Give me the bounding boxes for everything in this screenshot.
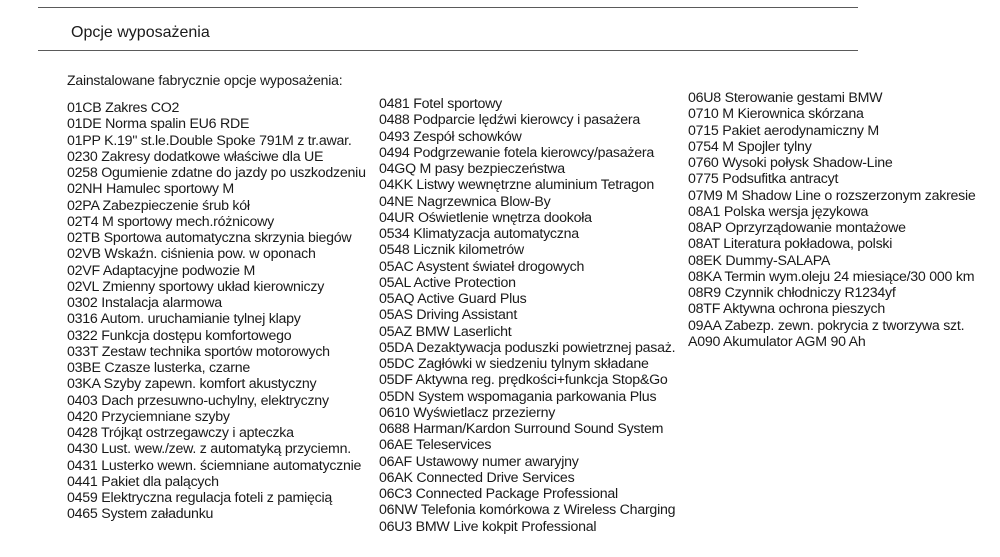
option-item: 0488 Podparcie lędźwi kierowcy i pasażera — [379, 112, 641, 129]
option-item: 08A1 Polska wersja językowa — [688, 203, 869, 220]
option-item: 08AT Literatura pokładowa, polski — [688, 236, 893, 253]
option-item: 08KA Termin wym.oleju 24 miesiące/30 000 km — [688, 268, 975, 285]
option-item: 0610 Wyświetlacz przezierny — [379, 404, 556, 421]
option-item: 02TB Sportowa automatyczna skrzynia biegów — [67, 230, 352, 246]
option-item: 0459 Elektryczna regulacja foteli z pamięcią — [67, 490, 333, 506]
option-item: 0230 Zakresy dodatkowe właściwe dla UE — [67, 148, 324, 165]
option-item: 08EK Dummy-SALAPA — [688, 252, 831, 269]
option-item: 0481 Fotel sportowy — [379, 96, 503, 112]
option-item: 02T4 M sportowy mech.różnicowy — [67, 213, 274, 230]
option-item: 0710 M Kierownica skórzana — [688, 106, 864, 123]
option-item: 06U8 Sterowanie gestami BMW — [688, 90, 883, 106]
option-item: 04KK Listwy wewnętrzne aluminium Tetragon — [379, 177, 654, 194]
option-item: A090 Akumulator AGM 90 Ah — [688, 333, 866, 350]
option-item: 0534 Klimatyzacja automatyczna — [379, 226, 579, 242]
top-divider — [38, 7, 858, 8]
option-item: 06AK Connected Drive Services — [379, 469, 575, 486]
option-item: 05DA Dezaktywacja poduszki powietrznej pasaż. — [379, 339, 676, 356]
option-item: 0754 M Spojler tylny — [688, 138, 812, 155]
section-subtitle: Zainstalowane fabrycznie opcje wyposażenia: — [67, 72, 343, 88]
option-item: 08TF Aktywna ochrona pieszych — [688, 301, 885, 318]
option-item: 05DC Zagłówki w siedzeniu tylnym składane — [379, 356, 649, 372]
option-item: 04UR Oświetlenie wnętrza dookoła — [379, 209, 592, 226]
option-item: 05AZ BMW Laserlicht — [379, 323, 512, 340]
option-item: 0493 Zespół schowków — [379, 128, 522, 145]
option-item: 06AE Teleservices — [379, 437, 492, 454]
option-item: 05DN System wspomagania parkowania Plus — [379, 388, 657, 405]
option-item: 03KA Szyby zapewn. komfort akustyczny — [67, 376, 317, 393]
option-item: 0494 Podgrzewanie fotela kierowcy/pasażera — [379, 144, 654, 161]
options-column-2 — [379, 96, 675, 535]
option-item: 01DE Norma spalin EU6 RDE — [67, 116, 250, 133]
option-item: 04NE Nagrzewnica Blow-By — [379, 193, 551, 210]
option-item: 0760 Wysoki połysk Shadow-Line — [688, 155, 893, 171]
option-item: 02VL Zmienny sportowy układ kierowniczy — [67, 278, 325, 295]
option-item: 0431 Lusterko wewn. ściemniane automatycznie — [67, 457, 362, 474]
option-item: 0322 Funkcja dostępu komfortowego — [67, 327, 292, 344]
option-item: 05AC Asystent świateł drogowych — [379, 258, 585, 275]
options-column-1 — [67, 100, 366, 523]
option-item: 0302 Instalacja alarmowa — [67, 295, 222, 311]
option-item: 0465 System załadunku — [67, 506, 214, 523]
options-column-3 — [688, 90, 976, 350]
option-item: 02NH Hamulec sportowy M — [67, 181, 234, 198]
option-item: 0441 Pakiet dla palących — [67, 473, 219, 490]
option-item: 05AS Driving Assistant — [379, 307, 518, 324]
option-item: 0316 Autom. uruchamianie tylnej klapy — [67, 311, 301, 328]
option-item: 06AF Ustawowy numer awaryjny — [379, 453, 579, 470]
option-item: 02VB Wskaźn. ciśnienia pow. w oponach — [67, 246, 316, 263]
option-item: 05DF Aktywna reg. prędkości+funkcja Stop&Go — [379, 372, 668, 389]
option-item: 09AA Zabezp. zewn. pokrycia z tworzywa szt. — [688, 317, 965, 334]
option-item: 02PA Zabezpieczenie śrub kół — [67, 197, 250, 214]
option-item: 08AP Oprzyrządowanie montażowe — [688, 220, 906, 236]
option-item: 0258 Ogumienie zdatne do jazdy po uszkodzeniu — [67, 165, 366, 181]
option-item: 08R9 Czynnik chłodniczy R1234yf — [688, 285, 896, 301]
option-item: 07M9 M Shadow Line o rozszerzonym zakresie — [688, 187, 976, 204]
option-item: 06U3 BMW Live kokpit Professional — [379, 518, 597, 535]
option-item: 033T Zestaw technika sportów motorowych — [67, 343, 330, 360]
option-item: 05AL Active Protection — [379, 274, 516, 291]
page-title: Opcje wyposażenia — [71, 24, 210, 41]
option-item: 0715 Pakiet aerodynamiczny M — [688, 122, 879, 139]
option-item: 04GQ M pasy bezpieczeństwa — [379, 161, 565, 177]
option-item: 03BE Czasze lusterka, czarne — [67, 360, 251, 376]
option-item: 0403 Dach przesuwno-uchylny, elektryczny — [67, 392, 329, 409]
option-item: 0548 Licznik kilometrów — [379, 242, 524, 259]
option-item: 06NW Telefonia komórkowa z Wireless Charging — [379, 502, 676, 519]
option-item: 01PP K.19" st.le.Double Spoke 791M z tr.awar. — [67, 132, 352, 149]
option-item: 0428 Trójkąt ostrzegawczy i apteczka — [67, 425, 294, 441]
option-item: 01CB Zakres CO2 — [67, 100, 180, 116]
option-item: 06C3 Connected Package Professional — [379, 486, 618, 502]
option-item: 02VF Adaptacyjne podwozie M — [67, 262, 256, 279]
option-item: 0430 Lust. wew./zew. z automatyką przyciemn. — [67, 441, 351, 458]
option-item: 0688 Harman/Kardon Surround Sound System — [379, 421, 664, 437]
option-item: 0775 Podsufitka antracyt — [688, 171, 839, 188]
option-item: 05AQ Active Guard Plus — [379, 291, 527, 307]
title-divider — [38, 50, 858, 51]
option-item: 0420 Przyciemniane szyby — [67, 408, 230, 425]
